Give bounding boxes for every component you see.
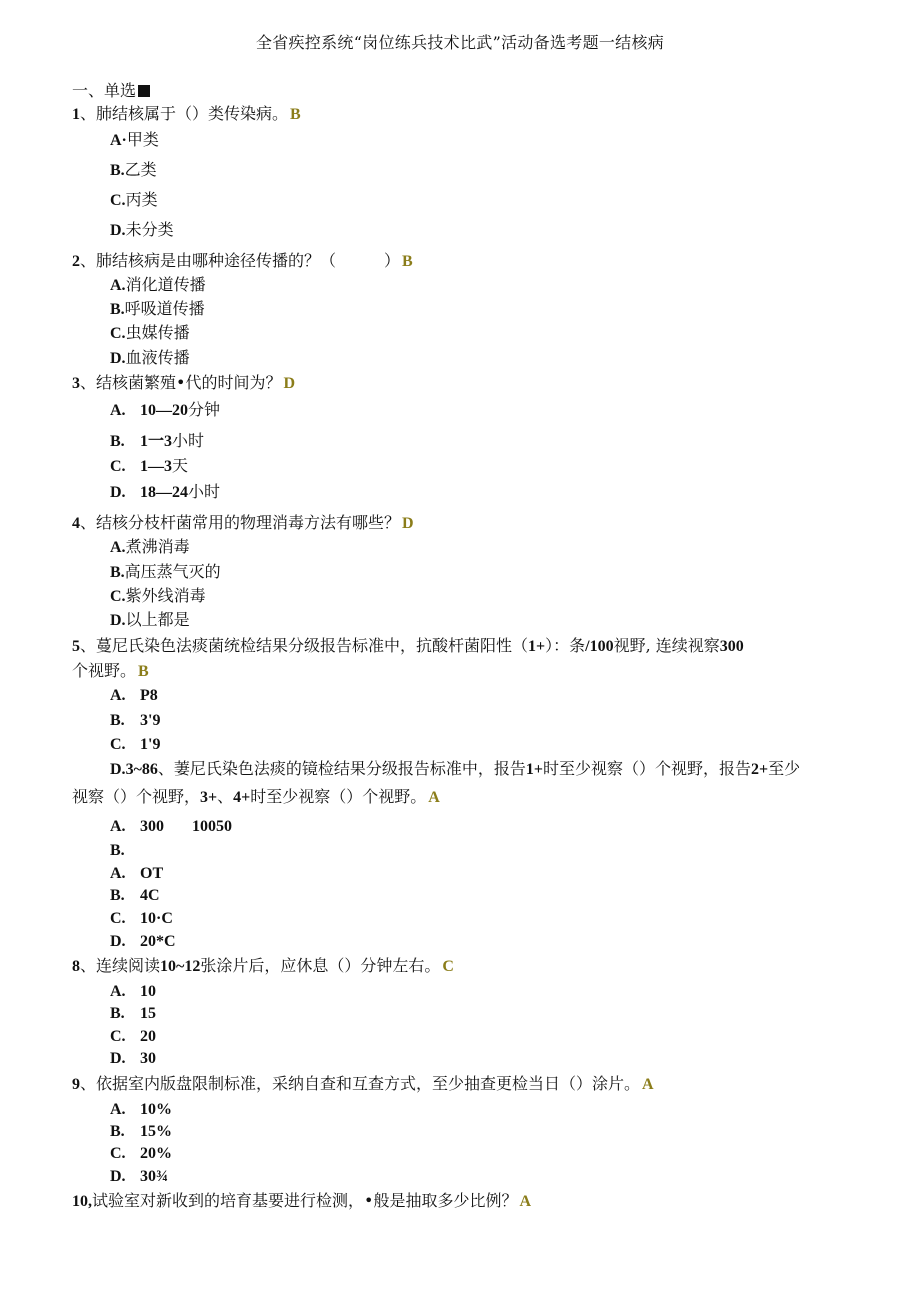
question-bold: 1+ (528, 638, 546, 655)
option-value: 18—24 (140, 484, 188, 501)
question-text: 、结核分枝杆菌常用的物理消毒方法有哪些？ (80, 513, 401, 532)
question-4 (72, 512, 414, 535)
option-text: 虫媒传播 (125, 323, 190, 342)
option-b (110, 561, 221, 584)
option-value: 1'9 (140, 736, 161, 753)
question-6-continued (72, 786, 440, 809)
option-label: A. (110, 1101, 126, 1118)
option-c (110, 455, 188, 478)
question-3 (72, 372, 295, 395)
question-5-continued (72, 660, 149, 683)
answer: D (402, 515, 414, 532)
option-c (110, 1025, 156, 1048)
option-text: 丙类 (125, 190, 158, 209)
option-value: 30 (140, 1050, 156, 1067)
option-label: C. (110, 588, 126, 605)
option-label: C. (110, 325, 126, 342)
question-text: 、连续阅读 (80, 956, 161, 975)
option-label: C. (110, 1028, 126, 1045)
answer: A (428, 789, 440, 806)
option-text: 消化道传播 (125, 275, 206, 294)
option-label: D. (110, 222, 126, 239)
question-5 (72, 635, 744, 658)
question-number: 5 (72, 638, 80, 655)
question-bold: 4+ (233, 789, 251, 806)
option-label: D. (110, 484, 126, 501)
option-text: 甲类 (126, 130, 159, 149)
question-bold: 2+ (751, 761, 769, 778)
option-text: 煮沸消毒 (125, 537, 190, 556)
option-text: 天 (172, 456, 189, 475)
option-label: D. (110, 350, 126, 367)
option-label: D. (110, 1050, 126, 1067)
question-text: 个视野。 (72, 661, 137, 680)
question-2 (72, 250, 413, 273)
black-square-icon (138, 85, 150, 97)
option-c (110, 585, 206, 608)
option-label: D. (110, 612, 126, 629)
option-value: 1—3 (140, 458, 172, 475)
answer: A (642, 1076, 654, 1093)
option-label: A. (110, 539, 126, 556)
option-b (110, 1002, 156, 1025)
option-label: C. (110, 1145, 126, 1162)
option-c (110, 322, 190, 345)
question-text: 张涂片后，应休息（）分钟左右。 (200, 956, 441, 975)
option-value: 4C (140, 887, 160, 904)
option-text: 乙类 (124, 160, 157, 179)
question-text: 、萋尼氏染色法痰的镜检结果分级报告标准中，报告 (157, 759, 526, 778)
question-text: 、肺结核病是由哪种途径传播的？（ ） (80, 251, 401, 270)
option-text: 分钟 (188, 400, 221, 419)
option-value: 300 (140, 818, 164, 835)
option-label: C. (110, 192, 126, 209)
option-b (110, 1120, 172, 1143)
option-value: 20*C (140, 933, 176, 950)
option-label: B. (110, 433, 125, 450)
section-label: 一、单选 (72, 81, 137, 100)
option-b (110, 298, 205, 321)
option-text: 血液传播 (125, 348, 190, 367)
option-c (110, 733, 160, 756)
answer: B (138, 663, 149, 680)
option-label: D. (110, 761, 126, 778)
option-label: A. (110, 865, 126, 882)
document-title: 全省疾控系统“岗位练兵技术比武”活动备选考题一结核病 (255, 33, 665, 52)
option-b (110, 159, 157, 182)
option-a (110, 862, 163, 885)
question-text: 、肺结核属于（）类传染病。 (80, 104, 289, 123)
option-value: 10—20 (140, 402, 188, 419)
option-value: P8 (140, 687, 158, 704)
question-number: 1 (72, 106, 80, 123)
option-text: 呼吸道传播 (124, 299, 205, 318)
option-d (110, 1165, 168, 1188)
option-text: 紫外线消毒 (125, 586, 206, 605)
option-d (110, 609, 190, 632)
question-text: ）：条 (545, 636, 586, 655)
option-label: A. (110, 983, 126, 1000)
question-10 (72, 1190, 531, 1213)
question-text: 视野, 连续视察 (613, 636, 720, 655)
question-bold: 3+ (200, 789, 218, 806)
option-value: 20% (140, 1145, 172, 1162)
question-text: 时至少视察（）个视野。 (250, 787, 427, 806)
question-number: 3 (72, 375, 80, 392)
option-value: 10 (140, 983, 156, 1000)
option-label: A. (110, 402, 126, 419)
question-text: 、结核菌繁殖•代的时间为？ (80, 373, 282, 392)
question-text: 时至少视察（）个视野，报告 (543, 759, 752, 778)
question-text: 至少 (768, 759, 801, 778)
option-label: B. (110, 712, 125, 729)
option-label: B. (110, 301, 125, 318)
answer: A (519, 1193, 532, 1210)
question-text: 、 (217, 787, 234, 806)
option-value: 10050 (192, 818, 232, 835)
question-number: 8 (72, 958, 80, 975)
option-c (110, 907, 173, 930)
option-text: 小时 (172, 431, 205, 450)
question-number: 9 (72, 1076, 80, 1093)
question-6 (110, 758, 800, 781)
option-d (110, 219, 174, 242)
option-value: 20 (140, 1028, 156, 1045)
question-bold: /100 (585, 638, 614, 655)
option-d (110, 481, 220, 504)
option-label: B. (110, 842, 125, 859)
question-text: 视察（）个视野， (72, 787, 201, 806)
question-bold: 1+ (525, 761, 544, 778)
option-d (110, 930, 176, 953)
option-a (110, 399, 220, 422)
option-text: 高压蒸气灭的 (124, 562, 221, 581)
option-label: B. (110, 564, 125, 581)
option-b (110, 839, 140, 862)
option-label: B. (110, 1123, 125, 1140)
answer: B (290, 106, 301, 123)
option-a (110, 815, 232, 838)
option-value: 3'9 (140, 712, 161, 729)
option-label: C. (110, 736, 126, 753)
option-text: 小时 (188, 482, 221, 501)
option-label: B. (110, 1005, 125, 1022)
option-a (110, 1098, 172, 1121)
option-label: A. (110, 818, 126, 835)
option-label: A. (110, 687, 126, 704)
question-text: 、依据室内版盘限制标准，采纳自查和互查方式，至少抽查更检当日（）涂片。 (80, 1074, 641, 1093)
option-value: 10% (140, 1101, 172, 1118)
option-label: A. (110, 277, 126, 294)
question-text: 试验室对新收到的培育基要进行检测，•般是抽取多少比例？ (92, 1191, 518, 1210)
option-b (110, 884, 160, 907)
option-text: 未分类 (125, 220, 174, 239)
question-number: 4 (72, 515, 80, 532)
option-c (110, 1142, 172, 1165)
question-8 (72, 955, 454, 978)
option-label: D. (110, 1168, 126, 1185)
option-a (110, 536, 190, 559)
option-a (110, 274, 206, 297)
option-value: 10·C (140, 910, 173, 927)
option-label: B. (110, 162, 125, 179)
question-bold: 10~12 (160, 958, 201, 975)
question-1 (72, 103, 301, 126)
question-number: 2 (72, 253, 80, 270)
option-value: OT (140, 865, 164, 882)
section-heading (72, 78, 150, 101)
question-number: 10, (72, 1193, 92, 1210)
option-a (110, 129, 159, 152)
option-value: 30¾ (140, 1168, 168, 1185)
option-c (110, 189, 158, 212)
option-b (110, 430, 204, 453)
option-text: 以上都是 (125, 610, 190, 629)
option-label: C. (110, 910, 126, 927)
option-value: 1一3 (140, 433, 173, 450)
option-d (110, 1047, 156, 1070)
question-bold: 300 (719, 638, 744, 655)
question-number: 6 (149, 761, 158, 778)
question-text: 、蔓尼氏染色法痰菌统检结果分级报告标准中，抗酸杆菌阳性（ (80, 636, 529, 655)
answer: C (442, 958, 454, 975)
option-label: A· (110, 132, 127, 149)
option-value: 3~8 (125, 761, 150, 778)
option-a (110, 980, 156, 1003)
option-value: 15 (140, 1005, 156, 1022)
option-d (110, 347, 190, 370)
option-value: 15% (140, 1123, 172, 1140)
option-b (110, 709, 160, 732)
question-9 (72, 1073, 654, 1096)
answer: D (283, 375, 296, 392)
option-label: B. (110, 887, 125, 904)
option-label: D. (110, 933, 126, 950)
answer: B (402, 253, 413, 270)
option-label: C. (110, 458, 126, 475)
option-a (110, 684, 158, 707)
